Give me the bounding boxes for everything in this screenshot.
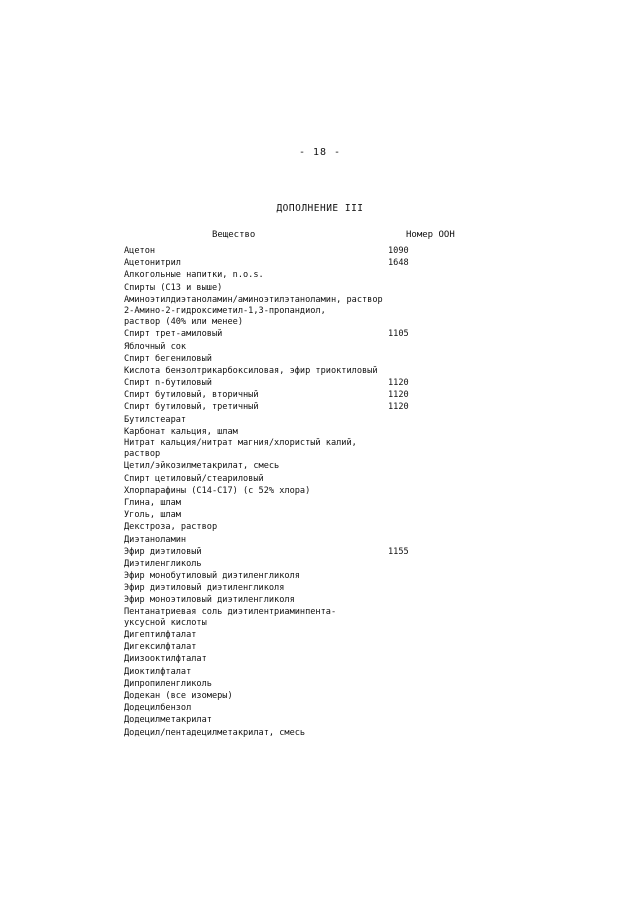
list-item <box>124 389 484 401</box>
list-item <box>124 653 484 665</box>
list-item <box>124 460 484 472</box>
substance-name: Додецилбензол <box>124 703 192 714</box>
list-item <box>124 690 484 702</box>
un-number: 1090 <box>388 246 409 256</box>
list-item <box>124 629 484 641</box>
list-item <box>124 497 484 509</box>
list-item <box>124 727 484 739</box>
substance-name: Ацетон <box>124 246 156 256</box>
substance-name: Эфир диэтиловый диэтиленгликоля <box>124 583 285 594</box>
substance-name: Эфир монобутиловый диэтиленгликоля <box>124 571 300 582</box>
substance-name: Декстроза, раствор <box>124 522 218 533</box>
list-item <box>124 365 484 377</box>
substance-name: Нитрат кальция/нитрат магния/хлористый калий, раствор <box>124 438 357 460</box>
substance-name: Кислота бензолтрикарбоксиловая, эфир триоктиловый <box>124 365 378 376</box>
un-number: 1120 <box>388 378 409 389</box>
list-item <box>124 294 484 306</box>
list-item <box>124 485 484 497</box>
list-item <box>124 257 484 269</box>
substance-name: Диэтаноламин <box>124 534 187 545</box>
appendix-title: ДОПОЛНЕНИЕ III <box>276 203 364 214</box>
list-item <box>124 282 484 294</box>
substance-name: 2-Амино-2-гидроксиметил-1,3-пропандиол, раствор (40% или менее) <box>124 305 326 328</box>
substance-name: Додецил/пентадецилметакрилат, смесь <box>124 727 306 738</box>
substance-name: Спирт цетиловый/стеариловый <box>124 473 264 484</box>
substance-name: Спирт бутиловый, вторичный <box>124 390 259 401</box>
un-number: 1120 <box>388 390 409 401</box>
list-item <box>124 641 484 653</box>
substance-name: Дипропиленгликоль <box>124 678 212 689</box>
substance-name: Спирты (C13 и выше) <box>124 282 223 293</box>
substance-name: Глина, шлам <box>124 497 181 508</box>
list-item <box>124 426 484 438</box>
list-item <box>124 534 484 546</box>
substance-name: Алкогольные напитки, n.o.s. <box>124 270 264 281</box>
list-item <box>124 353 484 365</box>
un-number: 1120 <box>388 402 409 413</box>
substance-name: Бутилстеарат <box>124 414 187 425</box>
substance-name: Эфир моноэтиловый диэтиленгликоля <box>124 595 295 606</box>
substance-name: Диэтиленгликоль <box>124 558 202 569</box>
list-item <box>124 546 484 558</box>
substance-name: Спирт бегениловый <box>124 353 212 364</box>
list-item <box>124 341 484 353</box>
substance-name: Диизооктилфталат <box>124 654 207 665</box>
list-item <box>124 594 484 606</box>
list-item <box>124 714 484 726</box>
un-number: 1155 <box>388 546 409 557</box>
substance-name: Додецилметакрилат <box>124 715 212 726</box>
list-item <box>124 473 484 485</box>
list-item <box>124 570 484 582</box>
substance-name: Диоктилфталат <box>124 666 192 677</box>
list-item <box>124 678 484 690</box>
substance-name: Спирт бутиловый, третичный <box>124 402 259 413</box>
list-item <box>124 666 484 678</box>
substance-name: Додекан (все изомеры) <box>124 690 233 701</box>
list-item <box>124 509 484 521</box>
substance-name: Ацетонитрил <box>124 258 181 269</box>
column-header-substance: Вещество <box>212 230 256 240</box>
substance-list <box>124 245 484 739</box>
substance-name: Аминоэтилдиэтаноламин/аминоэтилэтаноламин, раствор <box>124 294 383 305</box>
list-item <box>124 558 484 570</box>
substance-name: Хлорпарафины (C14-C17) (с 52% хлора) <box>124 485 311 496</box>
list-item <box>124 414 484 426</box>
list-item <box>124 306 484 328</box>
un-number: 1105 <box>388 329 409 340</box>
substance-name: Спирт трет-амиловый <box>124 329 223 340</box>
un-number: 1648 <box>388 258 409 269</box>
substance-name: Яблочный сок <box>124 341 187 352</box>
substance-name: Пентанатриевая соль диэтилентриаминпента- уксусной кислоты <box>124 606 337 628</box>
substance-name: Уголь, шлам <box>124 510 181 521</box>
list-item <box>124 438 484 460</box>
list-item <box>124 328 484 340</box>
list-item <box>124 582 484 594</box>
substance-name: Дигептилфталат <box>124 630 197 641</box>
page-number: - 18 - <box>298 147 342 158</box>
substance-name: Эфир диэтиловый <box>124 546 202 557</box>
substance-name: Спирт n-бутиловый <box>124 378 212 389</box>
list-item <box>124 401 484 413</box>
substance-name: Карбонат кальция, шлам <box>124 426 238 437</box>
substance-name: Цетил/эйкозилметакрилат, смесь <box>124 461 280 472</box>
list-item <box>124 269 484 281</box>
list-item <box>124 377 484 389</box>
list-item <box>124 702 484 714</box>
list-item <box>124 607 484 629</box>
substance-name: Дигексилфталат <box>124 642 197 653</box>
list-item <box>124 521 484 533</box>
column-header-un-number: Номер ООН <box>406 230 455 240</box>
list-item <box>124 245 484 257</box>
